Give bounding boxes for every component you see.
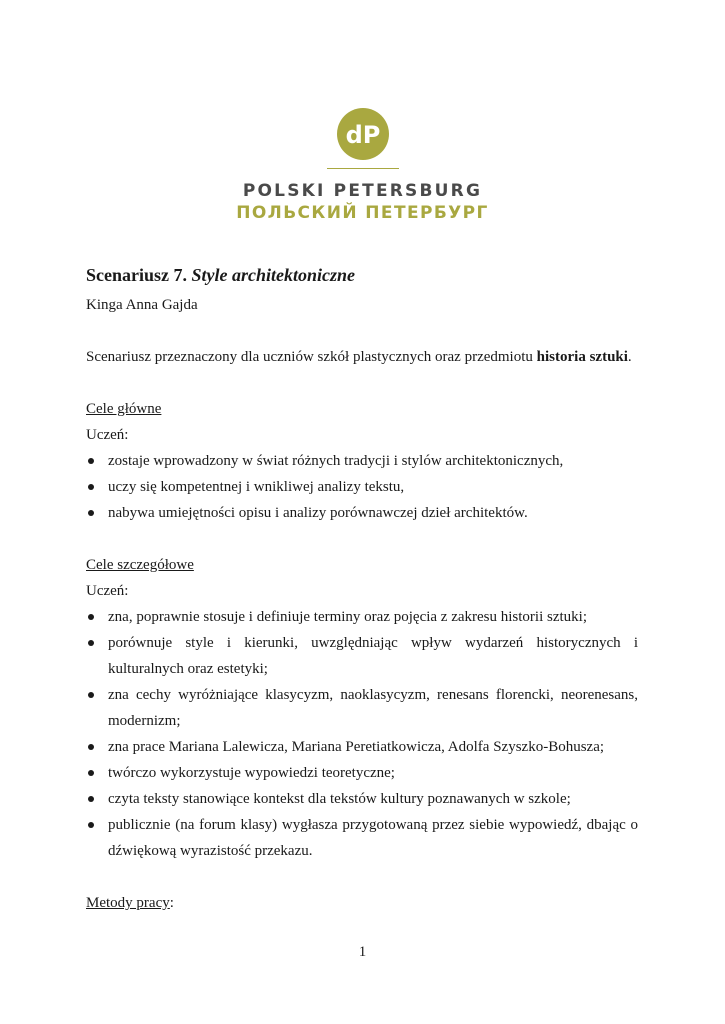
list-item: zostaje wprowadzony w świat różnych tradycji i stylów architektonicznych, [86,448,638,474]
methods-heading [86,890,638,916]
logo [0,108,725,223]
logo-text-russian: ПОЛЬСКИЙ ПЕТЕРБУРГ [236,203,489,223]
document-body [86,262,638,916]
title-italic: Style architektoniczne [191,265,355,285]
author: Kinga Anna Gajda [86,297,198,313]
intro-end: . [627,349,632,365]
logo-text-polish: POLSKI PETERSBURG [242,181,483,201]
intro-bold-subject: historia sztuki [536,349,628,365]
detailed-goals-list [86,604,638,864]
list-item: twórczo wykorzystuje wypowiedzi teoretyczne; [86,760,638,786]
list-item: zna cechy wyróżniające klasycyzm, naoklasycyzm, renesans florencki, neorenesans, modernizm; [86,682,638,734]
list-item: porównuje style i kierunki, uwzględniając wpływ wydarzeń historycznych i kulturalnych oraz estetyki; [86,630,638,682]
intro-text: Scenariusz przeznaczony dla uczniów szkół plastycznych oraz przedmiotu [86,349,537,365]
main-goals-heading: Cele główne [86,401,162,417]
main-goals-subject: Uczeń: [86,427,129,443]
logo-divider [327,168,399,169]
intro-paragraph [86,344,638,370]
list-item: zna, poprawnie stosuje i definiuje terminy oraz pojęcia z zakresu historii sztuki; [86,604,638,630]
detailed-goals-subject: Uczeń: [86,583,129,599]
methods-heading-text: Metody pracy [86,895,170,911]
methods-heading-colon: : [169,895,174,911]
page-number: 1 [358,944,367,960]
list-item: publicznie (na forum klasy) wygłasza przygotowaną przez siebie wypowiedź, dbając o dźwiękową wyrazistość przekazu. [86,812,638,864]
main-goals-list [86,448,638,526]
list-item: nabywa umiejętności opisu i analizy porównawczej dzieł architektów. [86,500,638,526]
title-prefix: Scenariusz 7. [86,265,192,285]
svg-text:dP: dP [345,121,380,149]
list-item: uczy się kompetentnej i wnikliwej analizy tekstu, [86,474,638,500]
document-title [86,262,638,288]
detailed-goals-heading: Cele szczegółowe [86,557,194,573]
list-item: czyta teksty stanowiące kontekst dla tekstów kultury poznawanych w szkole; [86,786,638,812]
logo-mark-icon [337,108,389,160]
list-item: zna prace Mariana Lalewicza, Mariana Peretiatkowicza, Adolfa Szyszko-Bohusza; [86,734,638,760]
